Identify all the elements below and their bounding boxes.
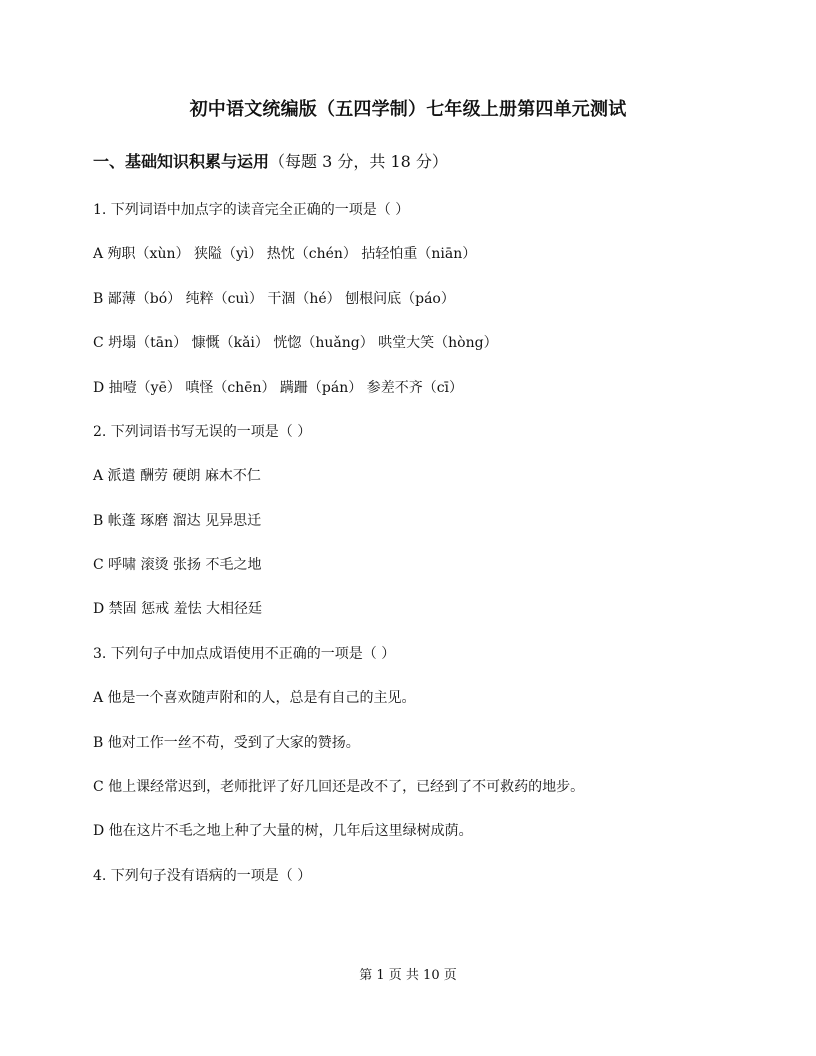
question-1-option-b: B 鄙薄（bó） 纯粹（cuì） 干涸（hé） 刨根问底（páo） bbox=[93, 291, 455, 307]
question-3-option-a: A 他是一个喜欢随声附和的人，总是有自己的主见。 bbox=[93, 690, 416, 706]
question-1-option-a: A 殉职（xùn） 狭隘（yì） 热忱（chén） 拈轻怕重（niān） bbox=[93, 246, 477, 262]
question-1-option-d: D 抽噎（yē） 嗔怪（chēn） 蹒跚（pán） 参差不齐（cī） bbox=[93, 380, 464, 396]
question-2-option-d: D 禁固 惩戒 羞怯 大相径廷 bbox=[93, 601, 263, 617]
section-heading bbox=[93, 149, 448, 172]
question-3-stem: 3. 下列句子中加点成语使用不正确的一项是（ ） bbox=[93, 646, 396, 662]
question-2-stem: 2. 下列词语书写无误的一项是（ ） bbox=[93, 424, 312, 440]
question-3-option-c: C 他上课经常迟到，老师批评了好几回还是改不了，已经到了不可救药的地步。 bbox=[93, 779, 585, 795]
question-1-stem: 1. 下列词语中加点字的读音完全正确的一项是（ ） bbox=[93, 202, 410, 218]
question-2-option-a: A 派遣 酬劳 硬朗 麻木不仁 bbox=[93, 468, 261, 484]
question-4-stem: 4. 下列句子没有语病的一项是（ ） bbox=[93, 868, 312, 884]
page-footer: 第 1 页 共 10 页 bbox=[359, 968, 457, 983]
question-3-option-b: B 他对工作一丝不苟，受到了大家的赞扬。 bbox=[93, 735, 360, 751]
section-title: 一、基础知识积累与运用 bbox=[93, 152, 270, 171]
question-1-option-c: C 坍塌（tān） 慷慨（kǎi） 恍惚（huǎng） 哄堂大笑（hòng） bbox=[93, 335, 498, 351]
question-2-option-b: B 帐蓬 琢磨 溜达 见异思迁 bbox=[93, 513, 262, 529]
question-2-option-c: C 呼啸 滚烫 张扬 不毛之地 bbox=[93, 557, 262, 573]
question-3-option-d: D 他在这片不毛之地上种了大量的树，几年后这里绿树成荫。 bbox=[93, 823, 473, 839]
section-score-note: （每题 3 分，共 18 分） bbox=[269, 152, 448, 171]
page-title: 初中语文统编版（五四学制）七年级上册第四单元测试 bbox=[189, 99, 627, 120]
